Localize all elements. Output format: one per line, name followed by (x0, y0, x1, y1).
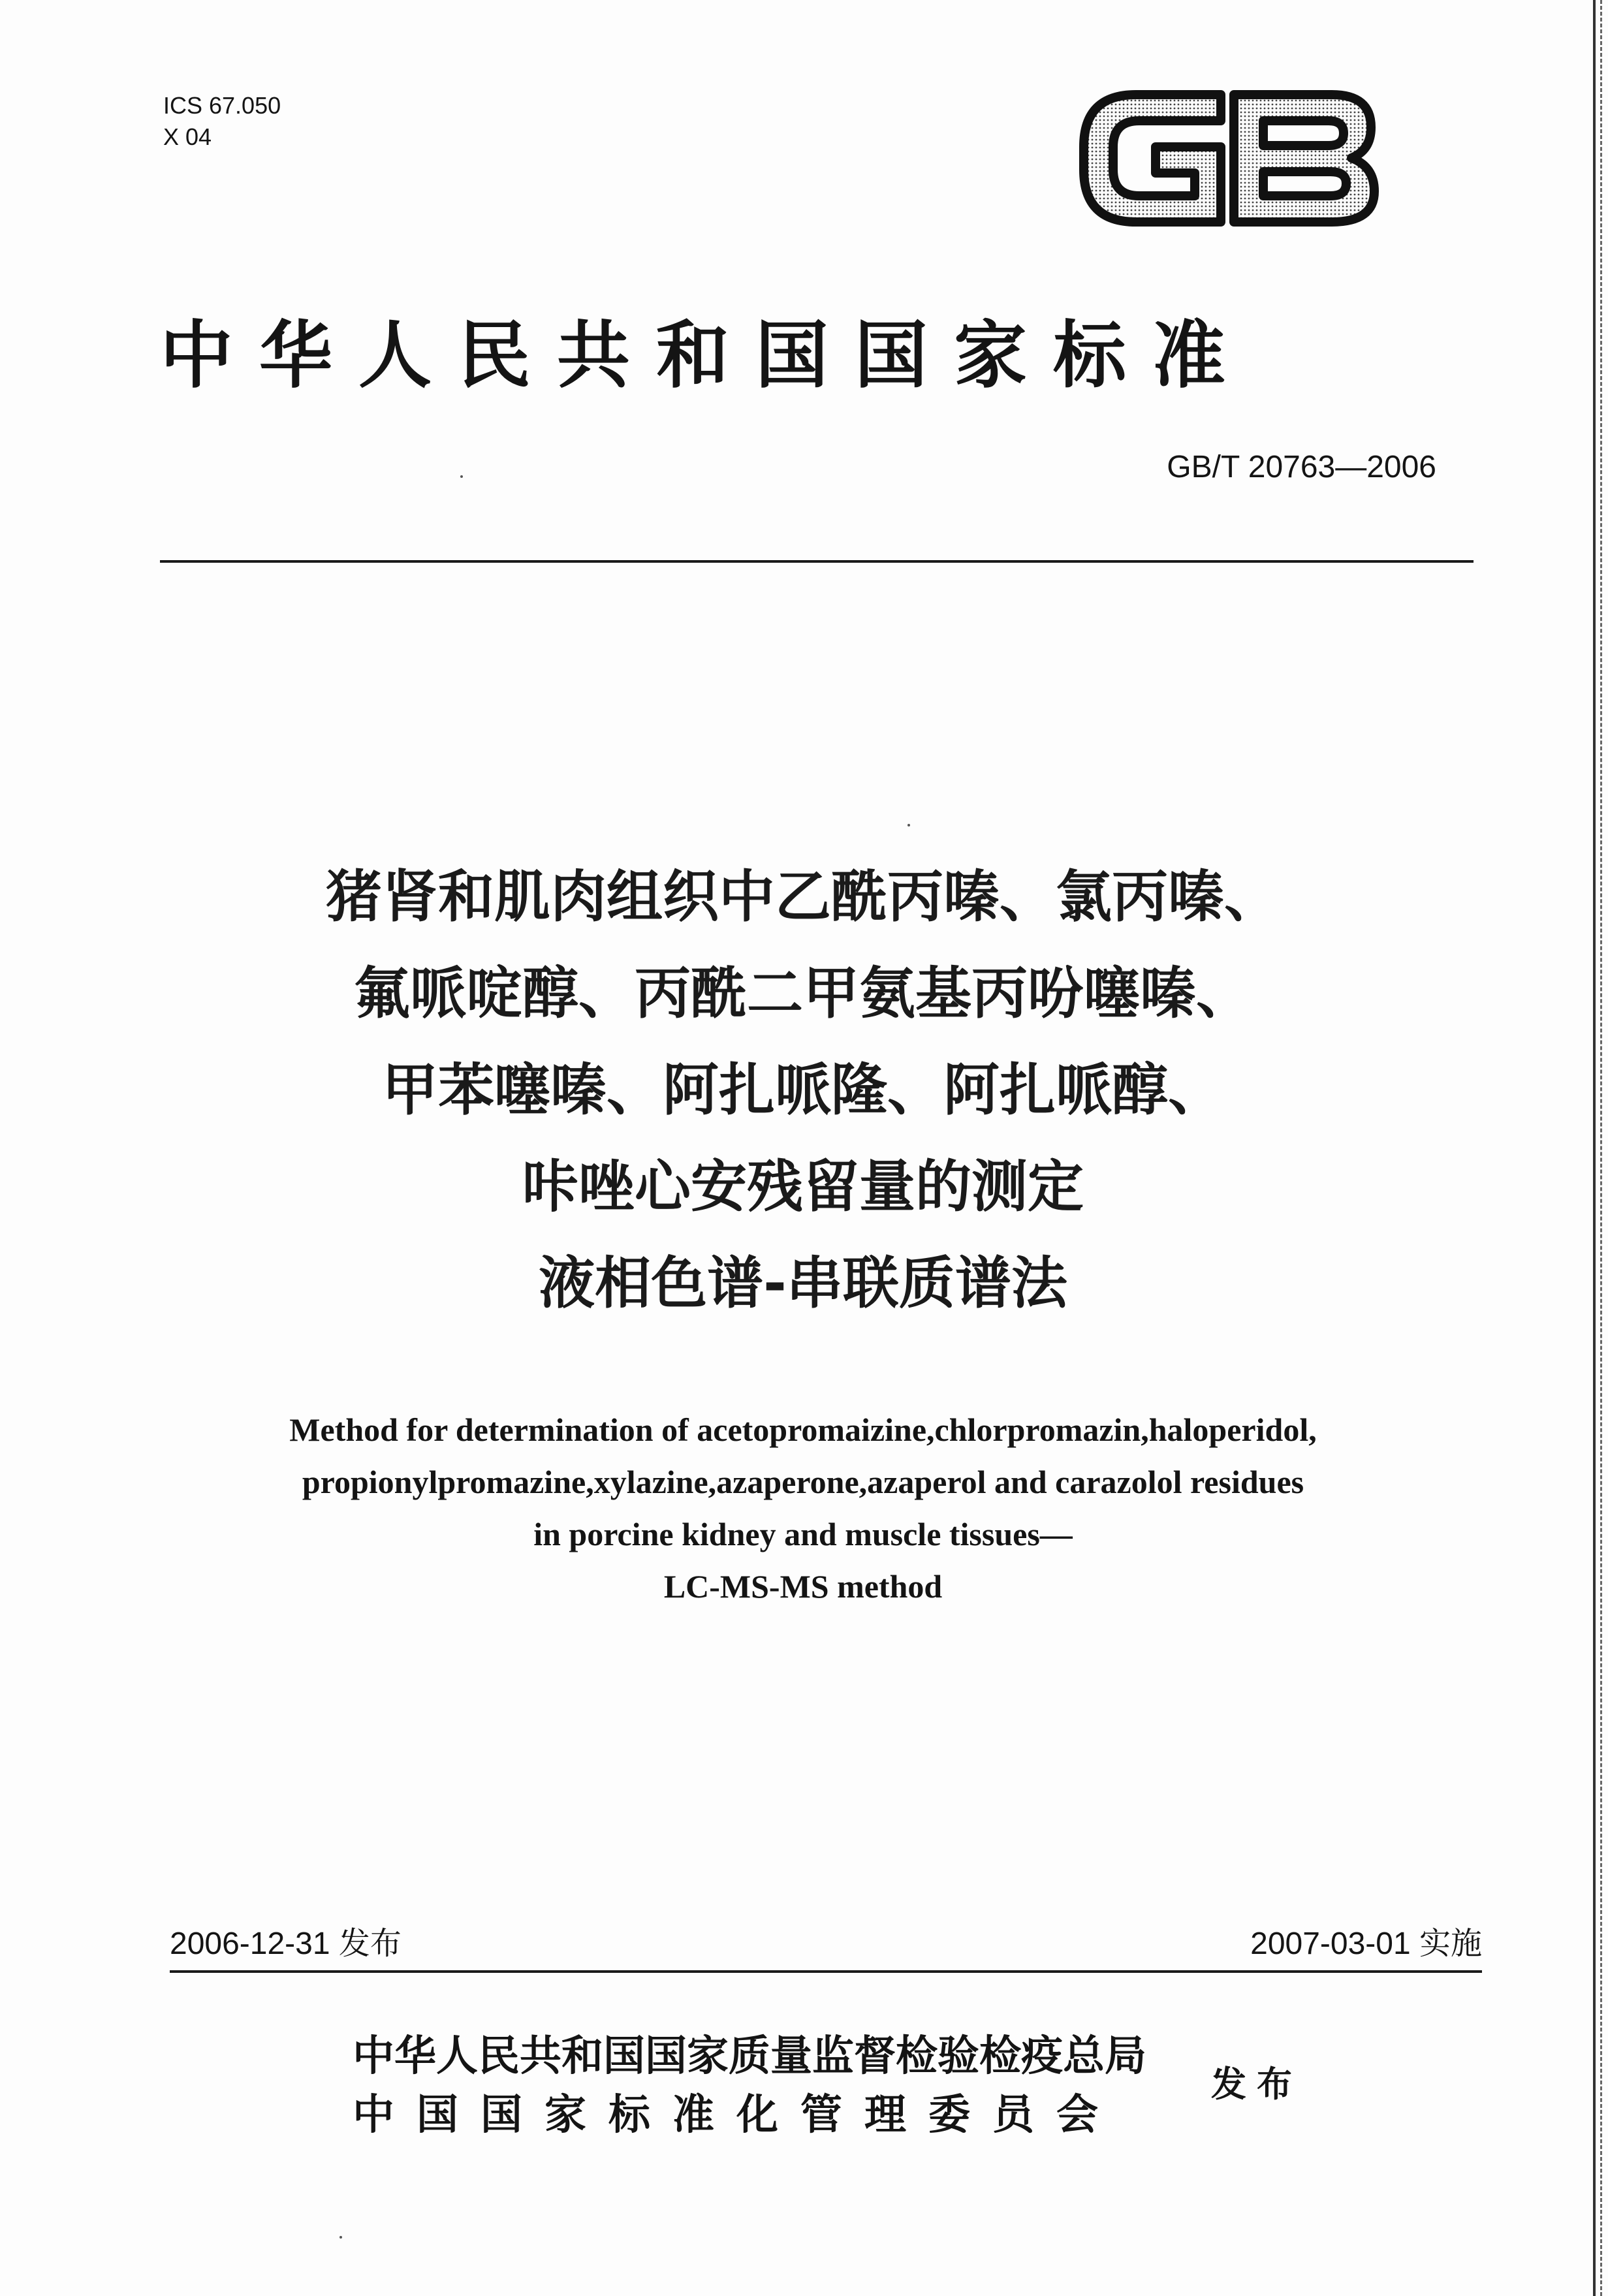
national-standard-heading: 中华人民共和国国家标准 (160, 313, 1252, 398)
chinese-title-line: 甲苯噻嗪、阿扎哌隆、阿扎哌醇、 (382, 1058, 1224, 1123)
chinese-title-line: 咔唑心安残留量的测定 (522, 1154, 1084, 1219)
scan-speck (339, 2236, 342, 2239)
english-title (131, 1404, 1475, 1612)
scan-border (1593, 0, 1602, 2296)
header-divider (160, 560, 1474, 563)
scan-speck (460, 475, 463, 478)
chinese-title-line: 液相色谱-串联质谱法 (539, 1251, 1067, 1316)
chinese-title-line: 氟哌啶醇、丙酰二甲氨基丙吩噻嗪、 (354, 961, 1252, 1026)
issuer-sac: 中国国家标准化管理委员会 (353, 2090, 1120, 2139)
ics-code: ICS 67.050 (163, 92, 281, 119)
english-title-line: LC-MS-MS method (663, 1568, 943, 1605)
issued-label: 发布 (1211, 2064, 1302, 2105)
english-title-line: Method for determination of acetopromaizine,chlorpromazin,haloperidol, (289, 1411, 1317, 1448)
chinese-title-line: 猪肾和肌肉组织中乙酰丙嗪、氯丙嗪、 (326, 864, 1280, 930)
standard-number: GB/T 20763—2006 (1167, 450, 1436, 484)
footer-divider (170, 1970, 1482, 1973)
issuing-authorities (353, 2027, 1146, 2145)
issue-date: 2006-12-31 发布 (170, 1926, 402, 1961)
implementation-date: 2007-03-01 实施 (1250, 1926, 1482, 1961)
english-title-line: in porcine kidney and muscle tissues— (533, 1516, 1073, 1552)
classification-codes (163, 90, 281, 153)
chinese-title (131, 849, 1475, 1332)
ccs-code: X 04 (163, 123, 212, 150)
gb-logo-icon (1071, 75, 1384, 242)
issuer-aqsiq: 中华人民共和国国家质量监督检验检疫总局 (353, 2032, 1146, 2081)
english-title-line: propionylpromazine,xylazine,azaperone,azaperol and carazolol residues (302, 1464, 1304, 1500)
scan-speck (907, 824, 910, 826)
